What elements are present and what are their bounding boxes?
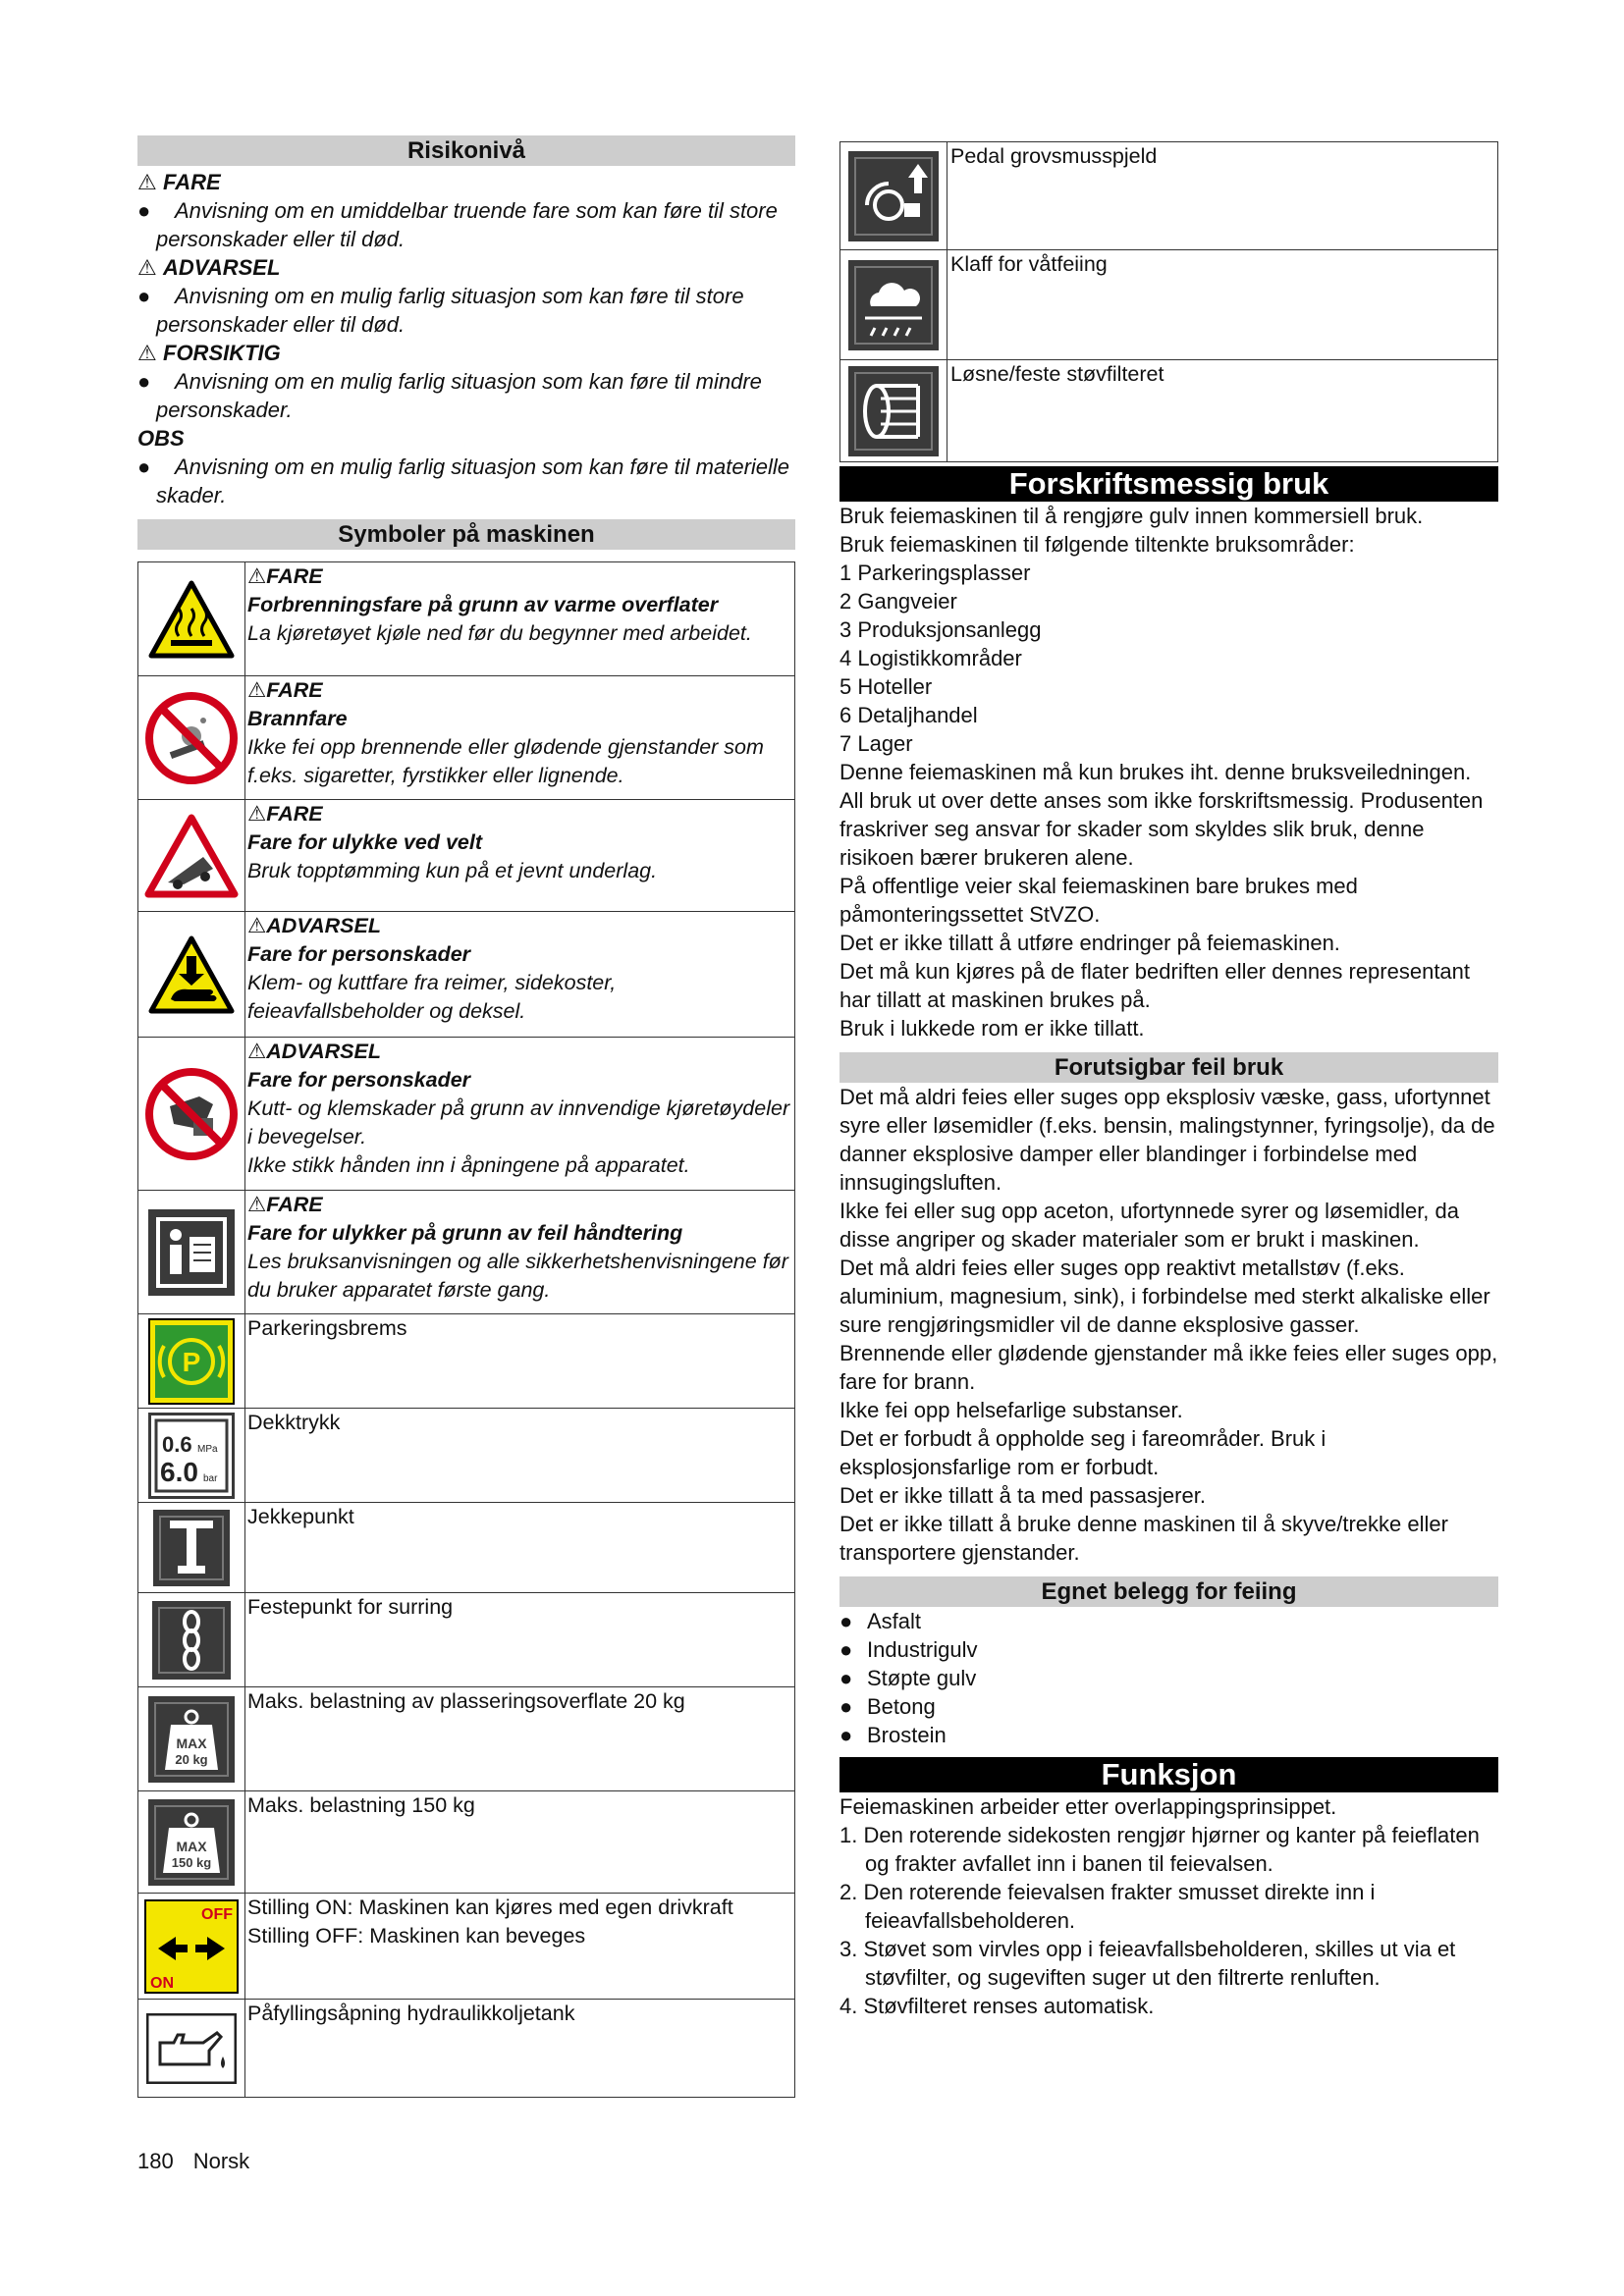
symbol-row: ⚠ADVARSEL Fare for personskader Kutt- og klemskader på grunn av innvendige kjøretøydeler i bevegelser. Ikke stikk hånden inn i åpningene på apparatet. [138,1038,795,1191]
function-heading: Funksjon [839,1757,1498,1792]
list-item: 2 Gangveier [839,589,957,614]
list-item: 6 Detaljhandel [839,703,978,727]
bullet-icon: ● [137,284,151,308]
list-item: ● Brostein [839,1723,947,1747]
risk-level-heading: Risikonivå [137,135,795,166]
bullet-icon: ● [137,454,151,479]
max-load-150-icon [147,1798,236,1887]
symbol-row: ⚠ADVARSEL Fare for personskader Klem- og kuttfare fra reimer, sidekoster, feieavfallsbeholder og deksel. [138,912,795,1038]
language-label: Norsk [192,2149,250,2173]
no-hand-inside-icon [144,1067,239,1161]
warning-triangle-icon: ⚠ [247,914,267,937]
list-item: ● Betong [839,1694,936,1719]
warning-triangle-icon: ⚠ [247,802,267,826]
list-item: ● Industrigulv [839,1637,978,1662]
bullet-icon: ● [137,198,151,223]
jack-point-icon [152,1509,231,1587]
warning-triangle-icon: ⚠ [247,1193,267,1216]
warning-triangle-icon: ⚠ [247,1040,267,1063]
drive-switch-icon [144,1899,239,1994]
risk-level-fare: ⚠ FARE ● Anvisning om en umiddelbar truende fare som kan føre til store personskader eller til død. [137,170,778,251]
intended-use-section: Bruk feiemaskinen til å rengjøre gulv innen kommersiell bruk. Bruk feiemaskinen til følgende tiltenkte bruksområder: 1 Parkeringsplasser 2 Gangveier 3 Produksjonsanlegg 4 Logistikkområder 5 Hoteller 6 Detaljhandel 7 Lager Denne feiemaskinen må kun brukes iht. denne bruksveiledningen. All bruk ut over dette anses som ikke forskriftsmessig. Produsenten fraskriver seg ansvar for skader som skyldes slik bruk, denne risikoen bærer brukeren alene. På offentlige veier skal feiemaskinen bare brukes med påmonteringssettet StVZO. Det er ikke tillatt å utføre endringer på feiemaskinen. Det må kun kjøres på de flater bedriften eller dennes representant har tillatt at maskinen brukes på. Bruk i lukkede rom er ikke tillatt. [839,502,1498,1042]
coarse-dirt-flap-pedal-icon [847,150,940,242]
symbol-row: MAX 20 kg Maks. belastning av plasseringsoverflate 20 kg [138,1687,795,1791]
symbol-row: ⚠FARE Brannfare Ikke fei opp brennende eller glødende gjenstander som f.eks. sigaretter, fyrstikker eller lignende. [138,676,795,800]
wet-sweeping-flap-icon [847,259,940,351]
list-item: 4. Støvfilteret renses automatisk. [839,1994,1155,2018]
warning-triangle-icon: ⚠ [137,255,157,280]
svg-text:P: P [182,1346,201,1377]
misuse-section: Det må aldri feies eller suges opp eksplosiv væske, gass, ufortynnet syre eller løsemidler (f.eks. bensin, malingstynner, fyringsolje), da de danner eksplosive damper eller blandinger i forbindelse med innsugingsluften. Ikke fei eller sug opp aceton, ufortynnede syrer og løsemidler, da disse angriper og skader materialer som er brukt i maskinen. Det må aldri feies eller suges opp reaktivt metallstøv (f.eks. aluminium, magnesium, sink), i forbindelse med sterkt alkaliske eller sure rengjøringsmidler vil de danne eksplosive gasser. Brennende eller glødende gjenstander må ikke feies eller suges opp, fare for brann. Ikke fei opp helsefarlige substanser. Det er forbudt å oppholde seg i fareområder. Bruk i eksplosjonsfarlige rom er forbudt. Det er ikke tillatt å ta med passasjerer. Det er ikke tillatt å bruke denne maskinen til å skyve/trekke eller transportere gjenstander. [839,1085,1498,1565]
symbol-row: Jekkepunkt [138,1503,795,1593]
bullet-icon: ● [839,1637,853,1662]
symbol-row: Pedal grovsmusspjeld [840,142,1498,250]
dust-filter-icon [847,365,940,457]
no-burning-objects-icon [144,691,239,785]
list-item: 1 Parkeringsplasser [839,561,1031,585]
hand-crush-icon [147,934,236,1015]
bullet-icon: ● [137,369,151,394]
svg-text:MPa: MPa [197,1443,218,1455]
svg-text:150 kg: 150 kg [171,1854,212,1870]
tipping-hazard-icon [144,814,239,898]
list-item: 4 Logistikkområder [839,646,1022,670]
svg-text:MAX: MAX [176,1838,207,1854]
svg-text:bar: bar [203,1472,218,1484]
bullet-icon: ● [839,1694,853,1719]
svg-text:20 kg: 20 kg [175,1751,208,1767]
list-item: 2. Den roterende feievalsen frakter smusset direkte inn i feieavfallsbeholderen. [839,1880,1376,1933]
svg-text:0.6: 0.6 [162,1431,192,1457]
lashing-point-icon [151,1600,232,1681]
symbol-row: OFF ON Stilling ON: Maskinen kan kjøres med egen drivkraft Stilling OFF: Maskinen kan beveges [138,1894,795,2000]
surfaces-list [839,1607,1498,1749]
surfaces-heading: Egnet belegg for feiing [839,1576,1498,1607]
symbol-row: P Parkeringsbrems [138,1314,795,1409]
risk-level-advarsel: ⚠ ADVARSEL ● Anvisning om en mulig farlig situasjon som kan føre til store personskader eller til død. [137,255,744,337]
page-footer [137,2147,269,2175]
hydraulic-oil-icon [146,2013,237,2084]
risk-level-forsiktig: ⚠ FORSIKTIG ● Anvisning om en mulig farlig situasjon som kan føre til mindre personskader. [137,341,762,422]
risk-level-obs: OBS ● Anvisning om en mulig farlig situasjon som kan føre til materielle skader. [137,426,790,507]
left-column [137,135,795,2098]
function-section: Feiemaskinen arbeider etter overlappingsprinsippet. 1. Den roterende sidekosten rengjør hjørner og kanter på feieflaten og frakter avfallet inn i banen til feievalsen. 2. Den roterende feievalsen frakter smusset direkte inn i feieavfallsbeholderen. 3. Støvet som virvles opp i feieavfallsbeholderen, skilles ut via et støvfilter, og sugeviften suger ut den filtrerte renluften. 4. Støvfilteret renses automatisk. [839,1792,1498,2020]
svg-text:ON: ON [150,1974,174,1992]
max-load-20-icon [147,1695,236,1784]
symbols-table [137,561,795,2098]
intended-use-heading: Forskriftsmessig bruk [839,466,1498,502]
symbols-heading: Symboler på maskinen [137,519,795,550]
misuse-heading: Forutsigbar feil bruk [839,1052,1498,1083]
list-item: 3. Støvet som virvles opp i feieavfallsbeholderen, skilles ut via et støvfilter, og sugeviften suger ut den filtrerte renluften. [839,1937,1456,1990]
svg-text:OFF: OFF [201,1905,233,1923]
tire-pressure-icon [148,1413,235,1499]
bullet-icon: ● [839,1609,853,1633]
symbol-row: MAX 150 kg Maks. belastning 150 kg [138,1791,795,1894]
page-number: 180 [137,2149,174,2173]
warning-triangle-icon: ⚠ [137,170,157,194]
warning-triangle-icon: ⚠ [247,564,267,588]
symbol-row: Påfyllingsåpning hydraulikkoljetank [138,2000,795,2098]
list-item: 7 Lager [839,731,913,756]
svg-text:MAX: MAX [176,1735,207,1751]
symbol-row: Klaff for våtfeiing [840,250,1498,360]
symbol-row: ⚠FARE Fare for ulykker på grunn av feil håndtering Les bruksanvisningen og alle sikkerhetshenvisningene før du bruker apparatet første gang. [138,1191,795,1314]
risk-level-list [137,168,795,509]
read-manual-icon [146,1207,237,1298]
right-symbols-table [839,141,1498,462]
list-item: ● Støpte gulv [839,1666,977,1690]
warning-triangle-icon: ⚠ [137,341,157,365]
parking-brake-icon [148,1318,235,1405]
hot-surface-icon [147,579,236,660]
symbol-row: Festepunkt for surring [138,1593,795,1687]
bullet-icon: ● [839,1723,853,1747]
list-item: ● Asfalt [839,1609,922,1633]
symbol-row: Løsne/feste støvfilteret [840,360,1498,462]
list-item: 3 Produksjonsanlegg [839,617,1042,642]
right-column [839,141,1498,2020]
symbol-row: ⚠FARE Forbrenningsfare på grunn av varme overflater La kjøretøyet kjøle ned før du begynner med arbeidet. [138,562,795,676]
list-item: 1. Den roterende sidekosten rengjør hjørner og kanter på feieflaten og frakter avfallet inn i banen til feievalsen. [839,1823,1480,1876]
bullet-icon: ● [839,1666,853,1690]
symbol-row: 0.6 MPa 6.0 bar Dekktrykk [138,1409,795,1503]
svg-text:6.0: 6.0 [160,1456,198,1487]
warning-triangle-icon: ⚠ [247,678,267,702]
list-item: 5 Hoteller [839,674,933,699]
symbol-row: ⚠FARE Fare for ulykke ved velt Bruk topptømming kun på et jevnt underlag. [138,800,795,912]
